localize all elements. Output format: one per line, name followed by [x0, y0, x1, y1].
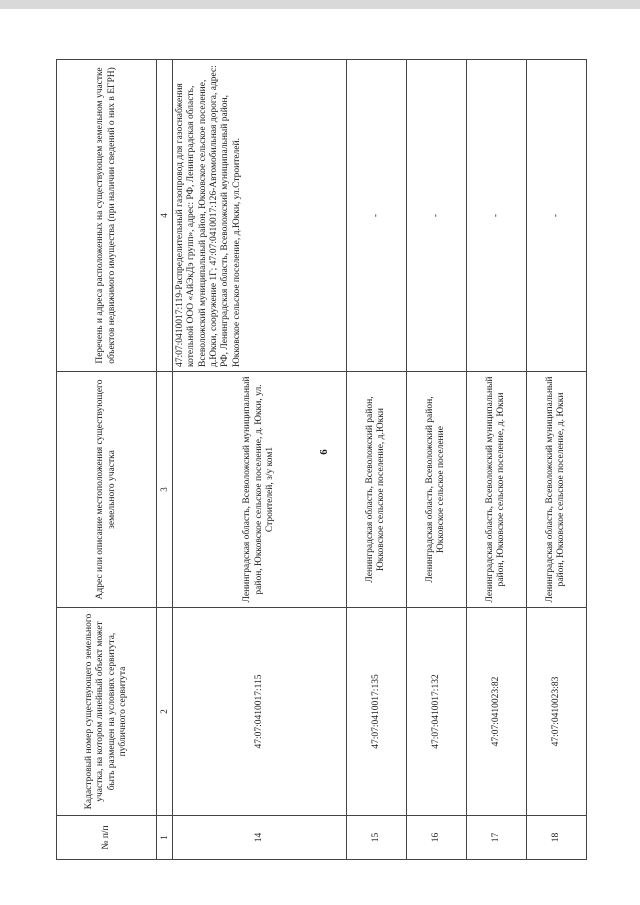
header-number: № п/п	[57, 816, 157, 860]
row-number: 16	[406, 816, 466, 860]
top-divider	[0, 0, 640, 9]
col-number-3: 3	[157, 372, 173, 608]
property-objects: 47:07:0410017:119-Распределительный газопровод для газоснабжения котельной ООО «АйЭкДэ групп», адрес: РФ, Ленинградская область, Всеволожский муниципальный район, Юкковское сельское поселение, д.Юкки, сооружение 1Г; 47:07:0410017:126-Автомобильная дорога, адрес: РФ, Ленинградская область, Всеволожский муниципальный район, Юкковское сельское поселение, д.Юкки, ул.Строителей.	[172, 60, 346, 372]
page-number-text: 6	[318, 449, 330, 455]
col-number-1: 1	[157, 816, 173, 860]
document-page	[56, 60, 584, 860]
column-number-row	[157, 60, 173, 860]
cadastral-number: 47:07:0410017:135	[346, 608, 406, 816]
table-row	[526, 60, 586, 860]
header-address: Адрес или описание местоположения существующего земельного участка	[57, 372, 157, 608]
table-row	[406, 60, 466, 860]
col-number-2: 2	[157, 608, 173, 816]
cadastral-number: 47:07:0410017:132	[406, 608, 466, 816]
property-objects: -	[406, 60, 466, 372]
servitude-table	[56, 59, 587, 860]
location-address: Ленинградская область, Всеволожский район, Юкковское сельское поселение, д.Юкки	[346, 372, 406, 608]
location-address: Ленинградская область, Всеволожский муниципальный район, Юкковское сельское поселение, д. Юкки	[526, 372, 586, 608]
property-objects: -	[526, 60, 586, 372]
location-address: Ленинградская область, Всеволожский муниципальный район, Юкковское сельское поселение, д. Юкки	[466, 372, 526, 608]
cadastral-number: 47:07:0410023:83	[526, 608, 586, 816]
header-objects: Перечень и адреса расположенных на существующем земельном участке объектов недвижимого имущества (при наличии сведений о них в ЕГРН)	[57, 60, 157, 372]
table-row	[172, 60, 346, 860]
location-address: Ленинградская область, Всеволожский муниципальный район, Юкковское сельское поселение, д. Юкки, ул. Строителей, з/у ком1	[172, 372, 346, 608]
row-number: 18	[526, 816, 586, 860]
cadastral-number: 47:07:0410023:82	[466, 608, 526, 816]
header-cadastral: Кадастровый номер существующего земельного участка, на котором линейный объект может быть размещен на условиях сервитута, публичного сервитута	[57, 608, 157, 816]
table-row	[346, 60, 406, 860]
property-objects: -	[346, 60, 406, 372]
table-row	[466, 60, 526, 860]
row-number: 14	[172, 816, 346, 860]
table-header-row	[57, 60, 157, 860]
col-number-4: 4	[157, 60, 173, 372]
cadastral-number: 47:07:0410017:115	[172, 608, 346, 816]
property-objects: -	[466, 60, 526, 372]
rotated-table-wrapper	[56, 60, 584, 860]
location-address: Ленинградская область, Всеволожский район, Юкковское сельское поселение	[406, 372, 466, 608]
row-number: 17	[466, 816, 526, 860]
row-number: 15	[346, 816, 406, 860]
